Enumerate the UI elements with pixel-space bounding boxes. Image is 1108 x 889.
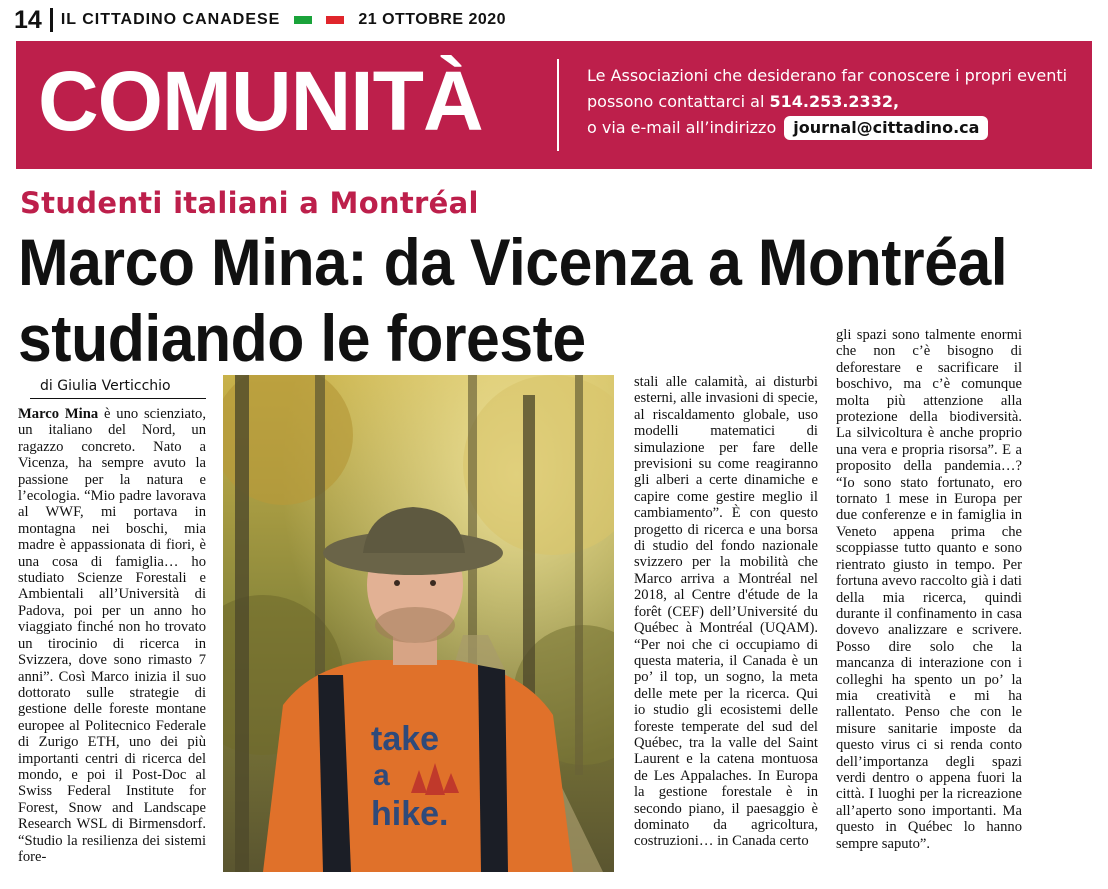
byline-rule xyxy=(30,398,206,399)
shirt-text-1: take xyxy=(371,720,440,758)
publication-name: IL CITTADINO CANADESE xyxy=(60,11,281,28)
shirt-text-2: a xyxy=(373,759,390,792)
headline-line-1: Marco Mina: da Vicenza a Montréal xyxy=(18,225,1008,299)
page-header xyxy=(14,6,506,34)
article-byline: di Giulia Verticchio xyxy=(40,378,171,394)
photo-illustration xyxy=(223,375,614,872)
header-divider xyxy=(50,8,53,32)
headline-line-2: studiando le foreste xyxy=(18,301,586,375)
banner-line-1: Le Associazioni che desiderano far conoscere i propri eventi xyxy=(587,66,1068,85)
banner-line-3-text: o via e-mail all’indirizzo xyxy=(587,118,777,137)
banner-divider xyxy=(557,59,559,151)
flag-green-stripe xyxy=(294,16,312,24)
lead-name: Marco Mina xyxy=(18,406,99,422)
flag-red-stripe xyxy=(326,16,344,24)
article-kicker: Studenti italiani a Montréal xyxy=(20,186,479,220)
article-photo xyxy=(223,375,614,872)
banner-contact-info xyxy=(587,63,1067,141)
banner-line-3 xyxy=(587,115,1067,141)
shirt-text-3: hike. xyxy=(371,795,449,833)
section-title: COMUNITÀ xyxy=(38,54,483,148)
article-column-2: stali alle calamità, ai disturbi esterni, alle invasioni di specie, al riscaldamento globale, uso modelli matematici di simulazione per fare delle previsioni su come reagiranno gli alberi a certe dinamiche e capire come gestire meglio il cambiamento”. È con questo progetto di ricerca e una borsa di studio del fondo nazionale svizzero per la mobilità che Marco arriva a Montréal nel 2018, al Centre d'étude de la forêt (CEF) dell’Université du Québec à Montréal (UQAM). “Per noi che ci occupiamo di questa materia, il Canada è un po’ il top, un sogno, la meta delle mete per la ricerca. Qui io studio gli ecosistemi delle foreste temperate del sud del Québec, tra la valle del Saint Laurent e la catena montuosa de Les Appalaches. In Europa la gestione forestale è in secondo piano, il paesaggio è dominato da agricoltura, costruzioni… in Canada certo xyxy=(634,374,818,850)
page-number: 14 xyxy=(14,5,42,34)
column-1-text: è uno scienziato, un italiano del Nord, un ragazzo concreto. Nato a Vicenza, ha sempre avuto la passione per la natura e l’ecologia. “Mio padre lavorava al WWF, mi portava in montagna nei boschi, mia madre è appassionata di fiori, è una cosa di famiglia… ho studiato Scienze Forestali e Ambientali all’Università di Padova, poi per un anno ho viaggiato finché non ho trovato un tirocinio di ricerca in Svizzera, dove sono rimasto 7 anni”. Così Marco inizia il suo dottorato sulle strategie di gestione delle foreste montane europee al Politecnico Federale di Zurigo ETH, uno dei più importanti centri di ricerca del mondo, e poi il Post-Doc al Swiss Federal Institute for Forest, Snow and Landscape Research WSL di Birmensdorf. “Studio la resilienza dei sistemi fore- xyxy=(18,406,206,865)
banner-line-2-text: possono contattarci al xyxy=(587,92,770,111)
email-address-link[interactable]: journal@cittadino.ca xyxy=(784,116,988,140)
italian-flag-icon xyxy=(288,11,350,29)
section-banner xyxy=(16,41,1092,169)
phone-number: 514.253.2332, xyxy=(769,92,900,111)
article-column-1 xyxy=(18,406,206,865)
banner-line-2 xyxy=(587,89,1067,115)
article-column-3: gli spazi sono talmente enormi che non c’è bisogno di deforestare e sacrificare il boschivo, ma c’è comunque molta più attenzione alla protezione della biodiversità. La silvicoltura è anche proprio una vera e propria risorsa”. E a proposito della pandemia…? “Io sono stato fortunato, ero tornato 1 mese in Europa per due conferenze e in famiglia in Veneto appena prima che scoppiasse tutto quanto e sono rientrato giusto in tempo. Per fortuna avevo raccolto già i dati della mia ricerca, quindi durante il confinamento in casa dovevo analizzare e scrivere. Posso dire solo che la mancanza di interazione con i colleghi ha spento un po’ la mia creatività e mi ha rallentato. Penso che con le misure sanitarie imposte da questo virus ci si renda conto dell’importanza degli spazi verdi dentro o appena fuori la città. I luoghi per la ricreazione all’aperto sono importanti. Ma questo in Québec lo hanno sempre saputo”. xyxy=(836,327,1022,852)
issue-date: 21 OTTOBRE 2020 xyxy=(358,11,507,28)
